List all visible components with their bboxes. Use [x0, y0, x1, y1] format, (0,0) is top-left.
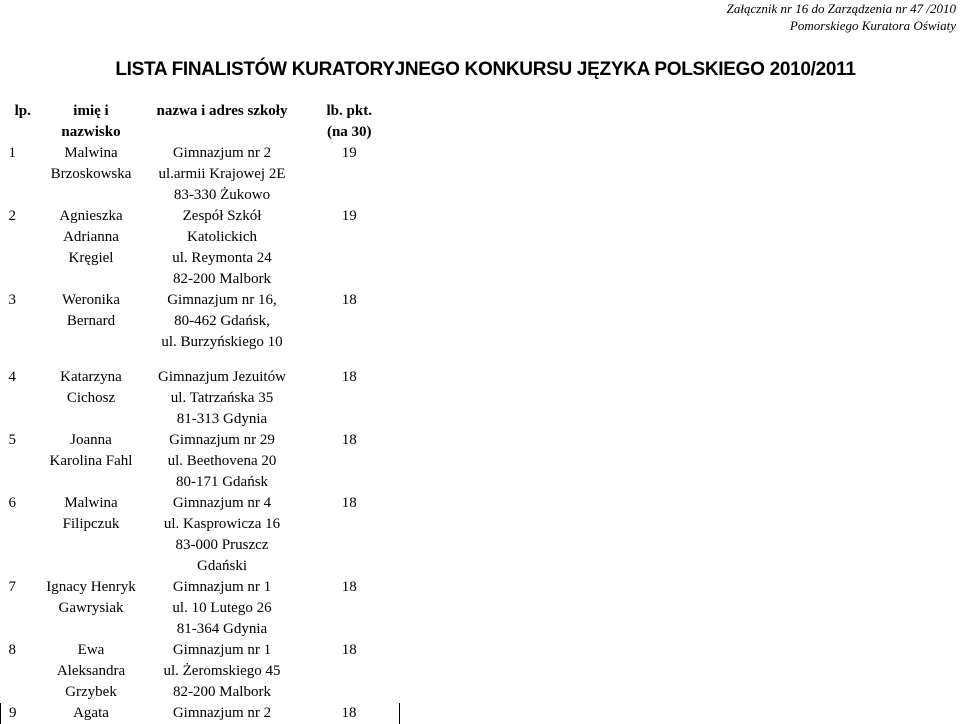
student-name-line: Cichosz — [66, 390, 116, 406]
school-address — [145, 577, 299, 640]
student-name-line: Adrianna — [63, 229, 119, 245]
student-name-line: Gawrysiak — [58, 600, 124, 616]
header-name-line2: nazwisko — [61, 124, 121, 140]
school-address-line: Gimnazjum nr 16, — [167, 292, 277, 308]
student-name-line: Weronika — [62, 292, 120, 308]
school-address — [145, 640, 299, 703]
points: 18 — [341, 579, 357, 595]
school-address-line: 82-200 Malbork — [173, 684, 271, 700]
school-address-line: 81-313 Gdynia — [176, 411, 268, 427]
table-row — [1, 430, 400, 493]
student-name-line: Aleksandra — [56, 663, 126, 679]
table-row — [1, 367, 400, 430]
row-number: 3 — [8, 292, 16, 308]
student-name-line: Katarzyna — [60, 369, 122, 385]
school-address-line: Gimnazjum nr 29 — [169, 432, 275, 448]
student-name — [37, 143, 145, 206]
school-address-line: ul. Beethovena 20 — [167, 453, 277, 469]
row-number: 9 — [1, 703, 38, 724]
row-number: 4 — [8, 369, 16, 385]
student-name-line: Karolina Fahl — [49, 453, 133, 469]
row-number: 6 — [8, 495, 16, 511]
student-name-line: Agnieszka — [59, 208, 123, 224]
points: 18 — [341, 369, 357, 385]
table-row — [1, 290, 400, 353]
school-address-line: ul. 10 Lutego 26 — [172, 600, 272, 616]
attachment-note-line2: Pomorskiego Kuratora Oświaty — [789, 18, 956, 33]
row-number: 8 — [8, 642, 16, 658]
school-address — [145, 290, 299, 353]
attachment-note-line1: Załącznik nr 16 do Zarządzenia nr 47 /2010 — [726, 1, 956, 16]
header-points-line2: (na 30) — [326, 124, 372, 140]
student-name — [37, 640, 145, 703]
school-address — [145, 206, 299, 290]
row-number: 2 — [8, 208, 16, 224]
student-name-line: Malwina — [64, 495, 118, 511]
row-number: 7 — [8, 579, 16, 595]
student-name-line: Bernard — [66, 313, 116, 329]
table-row — [1, 640, 400, 703]
school-address-line: 83-330 Żukowo — [173, 187, 271, 203]
school-address-line: Gdański — [197, 558, 247, 574]
school-address-line: ul. Tatrzańska 35 — [170, 390, 274, 406]
school-address-line: ul. Burzyńskiego 10 — [161, 334, 283, 350]
student-name — [37, 430, 145, 493]
table-row — [1, 703, 400, 724]
spacer-row — [1, 353, 400, 367]
table-header-row — [1, 101, 400, 143]
student-name-line: Ignacy Henryk — [46, 579, 136, 595]
student-name — [37, 367, 145, 430]
student-name-line: Grzybek — [65, 684, 117, 700]
student-name — [37, 493, 145, 577]
student-name-line: Brzoskowska — [50, 166, 132, 182]
points: 19 — [341, 145, 357, 161]
school-address-line: Gimnazjum nr 1 — [172, 642, 272, 658]
table-row — [1, 493, 400, 577]
student-name — [37, 290, 145, 353]
header-name — [37, 101, 145, 143]
school-address: Gimnazjum nr 2 — [172, 705, 272, 721]
school-address-line: Gimnazjum nr 4 — [172, 495, 272, 511]
school-address-line: Zespół Szkół — [182, 208, 262, 224]
school-address-line: 82-200 Malbork — [173, 271, 271, 287]
points: 18 — [341, 432, 357, 448]
spacer-cell — [1, 353, 400, 367]
document-title: LISTA FINALISTÓW KURATORYJNEGO KONKURSU JĘZYKA POLSKIEGO 2010/2011 — [115, 59, 856, 80]
points: 19 — [341, 208, 357, 224]
header-points — [299, 101, 400, 143]
school-address — [145, 493, 299, 577]
points: 18 — [299, 703, 400, 724]
header-school: nazwa i adres szkoły — [156, 103, 288, 119]
table-body — [1, 143, 400, 724]
row-number: 1 — [8, 145, 16, 161]
school-address-line: Katolickich — [187, 229, 257, 245]
school-address-line: 80-171 Gdańsk — [175, 474, 269, 490]
table-row — [1, 206, 400, 290]
school-address-line: 80-462 Gdańsk, — [174, 313, 270, 329]
table-row — [1, 143, 400, 206]
student-name-line: Kręgiel — [68, 250, 114, 266]
row-number: 5 — [8, 432, 16, 448]
school-address — [145, 143, 299, 206]
student-name — [37, 577, 145, 640]
school-address-line: ul. Kasprowicza 16 — [163, 516, 281, 532]
student-name-line: Malwina — [64, 145, 118, 161]
school-address — [145, 430, 299, 493]
header-points-line1: lb. pkt. — [326, 103, 372, 119]
school-address-line: ul. Żeromskiego 45 — [163, 663, 281, 679]
student-name-line: Filipczuk — [62, 516, 120, 532]
points: 18 — [341, 292, 357, 308]
school-address-line: 83-000 Pruszcz — [175, 537, 269, 553]
student-name-line: Joanna — [70, 432, 112, 448]
table-row — [1, 577, 400, 640]
school-address — [145, 367, 299, 430]
student-name-line: Ewa — [77, 642, 105, 658]
points: 18 — [341, 495, 357, 511]
student-name: Agata — [73, 705, 109, 721]
school-address-line: ul.armii Krajowej 2E — [158, 166, 286, 182]
school-address-line: Gimnazjum Jezuitów — [158, 369, 286, 385]
header-lp: lp. — [14, 103, 31, 119]
school-address-line: Gimnazjum nr 1 — [172, 579, 272, 595]
school-address-line: ul. Reymonta 24 — [172, 250, 272, 266]
attachment-note — [727, 0, 956, 34]
student-name — [37, 206, 145, 290]
school-address-line: 81-364 Gdynia — [176, 621, 268, 637]
points: 18 — [341, 642, 357, 658]
school-address-line: Gimnazjum nr 2 — [172, 145, 272, 161]
header-name-line1: imię i — [73, 103, 109, 119]
finalists-table — [0, 101, 400, 724]
